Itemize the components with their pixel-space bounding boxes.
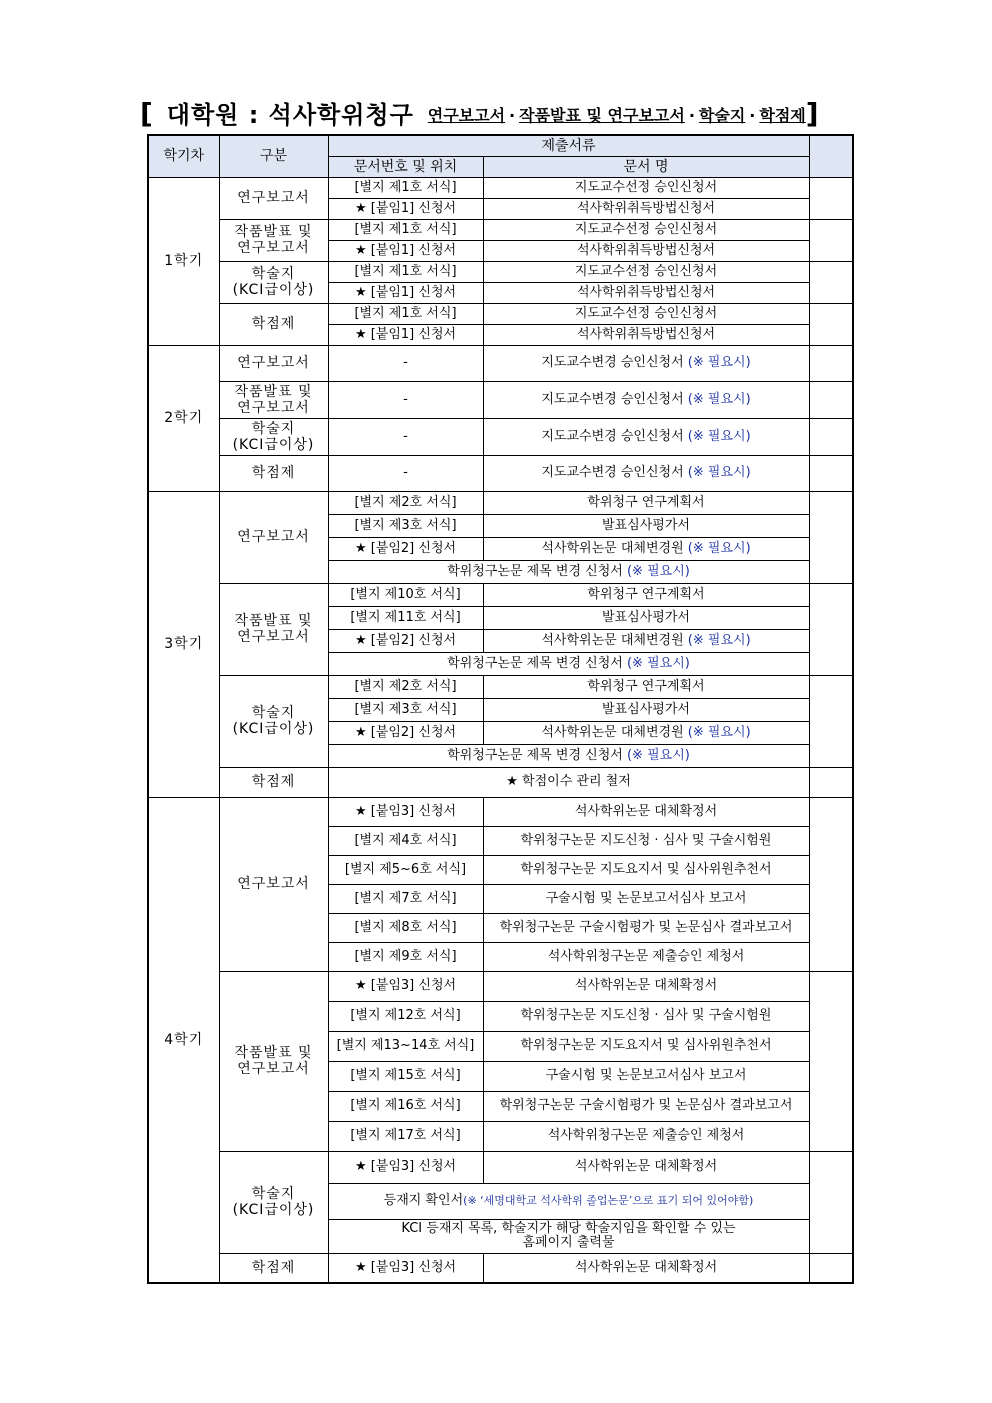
doc-name: 석사학위청구논문 제출승인 제청서: [483, 1121, 809, 1151]
doc-name: 지도교수선정 승인신청서: [483, 219, 809, 240]
header-category: 구분: [219, 135, 328, 177]
semester-label: 4학기: [148, 797, 219, 1283]
header-doc-name: 문서 명: [483, 156, 809, 177]
doc-name: 학위청구 연구계획서: [483, 491, 809, 514]
blank-cell: [809, 971, 853, 1151]
doc-number: ★ [붙임3] 신청서: [328, 1151, 483, 1183]
doc-name: 학위청구논문 지도요지서 및 심사위원추천서: [483, 1031, 809, 1061]
table-row: [148, 583, 853, 606]
blank-cell: [809, 177, 853, 219]
table-row: [148, 303, 853, 324]
doc-number: [별지 제16호 서식]: [328, 1091, 483, 1121]
doc-number: [별지 제3호 서식]: [328, 698, 483, 721]
category-label: 연구보고서: [219, 797, 328, 971]
semester-label: 2학기: [148, 345, 219, 491]
category-label: 학술지 (KCI급이상): [219, 675, 328, 767]
doc-number: ★ [붙임1] 신청서: [328, 324, 483, 345]
doc-name: 지도교수변경 승인신청서 (※ 필요시): [483, 345, 809, 381]
doc-name: 발표심사평가서: [483, 698, 809, 721]
header-semester: 학기차: [148, 135, 219, 177]
blank-cell: [809, 1253, 853, 1283]
doc-number: [별지 제5~6호 서식]: [328, 855, 483, 884]
doc-name: 발표심사평가서: [483, 606, 809, 629]
doc-name: 학위청구 연구계획서: [483, 583, 809, 606]
doc-name: 석사학위취득방법신청서: [483, 240, 809, 261]
doc-number: ★ [붙임2] 신청서: [328, 721, 483, 744]
doc-name: 석사학위취득방법신청서: [483, 282, 809, 303]
doc-name: 학위청구논문 지도요지서 및 심사위원추천서: [483, 855, 809, 884]
doc-name: 학위청구논문 지도신청 · 심사 및 구술시험원: [483, 826, 809, 855]
doc-number: -: [328, 455, 483, 491]
doc-number: [별지 제15호 서식]: [328, 1061, 483, 1091]
doc-name: ★ 학점이수 관리 철저: [328, 767, 809, 797]
submission-table: [147, 134, 854, 1284]
table-row: [148, 418, 853, 455]
doc-name: 석사학위논문 대체확정서: [483, 1253, 809, 1283]
doc-number: [별지 제1호 서식]: [328, 219, 483, 240]
doc-number: ★ [붙임1] 신청서: [328, 240, 483, 261]
doc-name: KCI 등재지 목록, 학술지가 해당 학술지임을 확인할 수 있는 홈페이지 출력물: [328, 1219, 809, 1253]
blank-cell: [809, 583, 853, 675]
blank-cell: [809, 418, 853, 455]
doc-number: [별지 제17호 서식]: [328, 1121, 483, 1151]
table-row: [148, 675, 853, 698]
subtitle-separator: ·: [509, 106, 516, 125]
category-label: 학술지 (KCI급이상): [219, 1151, 328, 1253]
page-title: [140, 90, 860, 130]
doc-name: 학위청구논문 지도신청 · 심사 및 구술시험원: [483, 1001, 809, 1031]
doc-name: 지도교수선정 승인신청서: [483, 177, 809, 198]
doc-name: 석사학위논문 대체확정서: [483, 971, 809, 1001]
subtitle-item: 작품발표 및 연구보고서: [519, 106, 685, 125]
title-close-bracket: ]: [805, 97, 819, 130]
category-label: 학점제: [219, 455, 328, 491]
table-row: [148, 491, 853, 514]
doc-name: 학위청구 연구계획서: [483, 675, 809, 698]
doc-number: -: [328, 418, 483, 455]
doc-number: [별지 제11호 서식]: [328, 606, 483, 629]
blank-cell: [809, 219, 853, 261]
doc-name: 발표심사평가서: [483, 514, 809, 537]
doc-name: 학위청구논문 제목 변경 신청서 (※ 필요시): [328, 560, 809, 583]
blank-cell: [809, 261, 853, 303]
table-row: [148, 1253, 853, 1283]
category-label: 작품발표 및 연구보고서: [219, 971, 328, 1151]
table-row: [148, 345, 853, 381]
table-row: [148, 219, 853, 240]
doc-number: [별지 제1호 서식]: [328, 261, 483, 282]
category-label: 학점제: [219, 1253, 328, 1283]
blank-cell: [809, 675, 853, 767]
table-row: [148, 971, 853, 1001]
table-row: [148, 797, 853, 826]
table-row: [148, 177, 853, 198]
doc-number: [별지 제9호 서식]: [328, 942, 483, 971]
table-row: [148, 767, 853, 797]
subtitle-item: 학점제: [759, 106, 806, 125]
subtitle-separator: ·: [688, 106, 695, 125]
blank-cell: [809, 491, 853, 583]
doc-name: 석사학위논문 대체확정서: [483, 797, 809, 826]
doc-number: [별지 제2호 서식]: [328, 491, 483, 514]
category-label: 학술지 (KCI급이상): [219, 418, 328, 455]
title-subtitle: [428, 103, 806, 126]
category-label: 작품발표 및 연구보고서: [219, 583, 328, 675]
subtitle-separator: ·: [749, 106, 756, 125]
doc-number: [별지 제2호 서식]: [328, 675, 483, 698]
doc-name: 석사학위청구논문 제출승인 제청서: [483, 942, 809, 971]
doc-number: [별지 제12호 서식]: [328, 1001, 483, 1031]
doc-number: [별지 제10호 서식]: [328, 583, 483, 606]
title-main: 대학원 : 석사학위청구: [166, 101, 414, 129]
doc-name: 석사학위취득방법신청서: [483, 324, 809, 345]
table-row: [148, 1151, 853, 1183]
doc-number: [별지 제1호 서식]: [328, 303, 483, 324]
category-label: 작품발표 및 연구보고서: [219, 381, 328, 418]
doc-name: 석사학위논문 대체변경원 (※ 필요시): [483, 629, 809, 652]
doc-number: [별지 제3호 서식]: [328, 514, 483, 537]
doc-name: 학위청구논문 구술시험평가 및 논문심사 결과보고서: [483, 1091, 809, 1121]
doc-number: [별지 제4호 서식]: [328, 826, 483, 855]
doc-name: 학위청구논문 구술시험평가 및 논문심사 결과보고서: [483, 913, 809, 942]
semester-label: 1학기: [148, 177, 219, 345]
semester-label: 3학기: [148, 491, 219, 797]
doc-name: 지도교수선정 승인신청서: [483, 303, 809, 324]
blank-cell: [809, 303, 853, 345]
blank-cell: [809, 345, 853, 381]
doc-name: 석사학위취득방법신청서: [483, 198, 809, 219]
category-label: 작품발표 및 연구보고서: [219, 219, 328, 261]
blank-cell: [809, 767, 853, 797]
category-label: 학술지 (KCI급이상): [219, 261, 328, 303]
doc-name: 지도교수변경 승인신청서 (※ 필요시): [483, 418, 809, 455]
doc-number: [별지 제8호 서식]: [328, 913, 483, 942]
doc-name: 구술시험 및 논문보고서심사 보고서: [483, 884, 809, 913]
doc-name: 학위청구논문 제목 변경 신청서 (※ 필요시): [328, 744, 809, 767]
header-submit-docs: 제출서류: [328, 135, 809, 156]
doc-name: 석사학위논문 대체확정서: [483, 1151, 809, 1183]
doc-number: [별지 제13~14호 서식]: [328, 1031, 483, 1061]
subtitle-item: 학술지: [698, 106, 746, 125]
doc-number: [별지 제7호 서식]: [328, 884, 483, 913]
table-row: [148, 261, 853, 282]
blank-cell: [809, 455, 853, 491]
doc-number: [별지 제1호 서식]: [328, 177, 483, 198]
doc-name: 지도교수변경 승인신청서 (※ 필요시): [483, 381, 809, 418]
doc-name: 지도교수변경 승인신청서 (※ 필요시): [483, 455, 809, 491]
subtitle-item: 연구보고서: [427, 106, 506, 125]
doc-name: 등재지 확인서(※ ‘세명대학교 석사학위 졸업논문’으로 표기 되어 있어야함): [328, 1183, 809, 1219]
doc-name: 지도교수선정 승인신청서: [483, 261, 809, 282]
doc-number: ★ [붙임1] 신청서: [328, 282, 483, 303]
category-label: 학점제: [219, 303, 328, 345]
table-row: [148, 455, 853, 491]
doc-number: ★ [붙임3] 신청서: [328, 971, 483, 1001]
title-open-bracket: [: [140, 97, 153, 130]
doc-number: ★ [붙임3] 신청서: [328, 1253, 483, 1283]
category-label: 연구보고서: [219, 177, 328, 219]
blank-cell: [809, 1151, 853, 1253]
blank-cell: [809, 381, 853, 418]
header-doc-number: 문서번호 및 위치: [328, 156, 483, 177]
doc-number: ★ [붙임1] 신청서: [328, 198, 483, 219]
blank-cell: [809, 797, 853, 971]
doc-name: 석사학위논문 대체변경원 (※ 필요시): [483, 721, 809, 744]
header-blank: [809, 135, 853, 177]
doc-number: -: [328, 381, 483, 418]
category-label: 학점제: [219, 767, 328, 797]
table-row: [148, 381, 853, 418]
doc-number: ★ [붙임3] 신청서: [328, 797, 483, 826]
category-label: 연구보고서: [219, 491, 328, 583]
doc-name: 학위청구논문 제목 변경 신청서 (※ 필요시): [328, 652, 809, 675]
doc-name: 구술시험 및 논문보고서심사 보고서: [483, 1061, 809, 1091]
doc-number: -: [328, 345, 483, 381]
category-label: 연구보고서: [219, 345, 328, 381]
doc-number: ★ [붙임2] 신청서: [328, 537, 483, 560]
doc-name: 석사학위논문 대체변경원 (※ 필요시): [483, 537, 809, 560]
doc-number: ★ [붙임2] 신청서: [328, 629, 483, 652]
